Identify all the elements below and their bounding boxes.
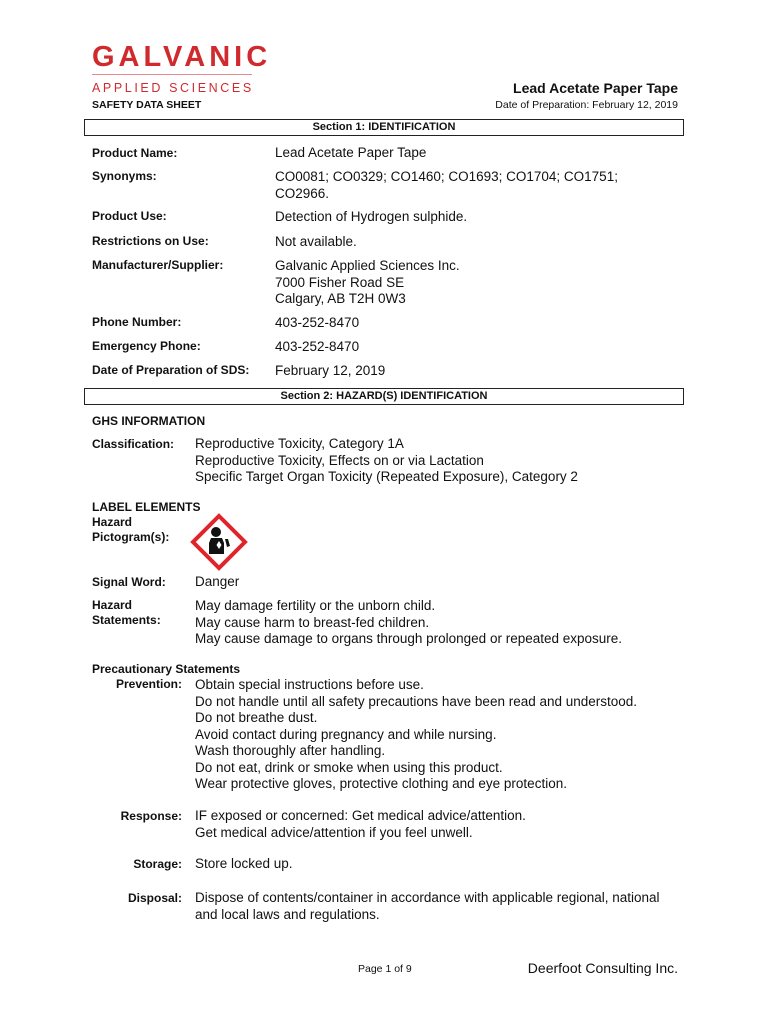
response-value: IF exposed or concerned: Get medical advice/attention. Get medical advice/attention if you feel unwell. <box>195 808 526 840</box>
synonyms-value: CO0081; CO0329; CO1460; CO1693; CO1704; CO1751; CO2966. <box>275 169 618 201</box>
phone-label: Phone Number: <box>92 315 182 329</box>
product-title: Lead Acetate Paper Tape <box>513 80 678 96</box>
classification-value: Reproductive Toxicity, Category 1A Reproductive Toxicity, Effects on or via Lactation Specific Target Organ Toxicity (Repeated Exposure), Category 2 <box>195 436 578 484</box>
logo-divider <box>92 74 252 75</box>
pictogram-label: Hazard Pictogram(s): <box>92 515 170 544</box>
product-use-value: Detection of Hydrogen sulphide. <box>275 209 468 224</box>
synonyms-label: Synonyms: <box>92 169 157 183</box>
prevention-label: Prevention: <box>115 677 182 691</box>
manufacturer-label: Manufacturer/Supplier: <box>92 258 224 272</box>
company-logo-wordmark: GALVANIC <box>92 41 272 73</box>
emergency-phone-value: 403-252-8470 <box>275 339 360 354</box>
product-name-value: Lead Acetate Paper Tape <box>275 145 427 160</box>
footer-company: Deerfoot Consulting Inc. <box>527 960 678 976</box>
ghs-information-heading: GHS INFORMATION <box>92 414 206 428</box>
section-2-header: Section 2: HAZARD(S) IDENTIFICATION <box>84 388 684 405</box>
page-number: Page 1 of 9 <box>358 963 412 975</box>
disposal-label: Disposal: <box>127 891 182 905</box>
label-elements-heading: LABEL ELEMENTS <box>92 500 201 514</box>
storage-label: Storage: <box>133 857 182 871</box>
section-1-header: Section 1: IDENTIFICATION <box>84 119 684 136</box>
hazard-statements-value: May damage fertility or the unborn child. May cause harm to breast-fed children. May cause damage to organs through prolonged or repeated exposure. <box>195 598 623 646</box>
restrictions-value: Not available. <box>275 234 357 249</box>
response-label: Response: <box>120 809 182 823</box>
preparation-date: Date of Preparation: February 12, 2019 <box>495 99 678 111</box>
restrictions-label: Restrictions on Use: <box>92 234 209 248</box>
sds-date-value: February 12, 2019 <box>275 363 386 378</box>
emergency-phone-label: Emergency Phone: <box>92 339 201 353</box>
hazard-statements-label: Hazard Statements: <box>92 598 161 627</box>
prevention-value: Obtain special instructions before use. Do not handle until all safety precautions have been read and understood. Do not breathe dust. Avoid contact during pregnancy and while nursing. Wash thoroughly after handling. Do not eat, drink or smoke when using this product. Wear protective gloves, protective clothing and eye protection. <box>195 677 638 791</box>
disposal-value: Dispose of contents/container in accordance with applicable regional, national and local laws and regulations. <box>195 890 660 922</box>
manufacturer-value: Galvanic Applied Sciences Inc. 7000 Fisher Road SE Calgary, AB T2H 0W3 <box>275 258 460 306</box>
company-logo-subtitle: APPLIED SCIENCES <box>92 81 254 95</box>
product-name-label: Product Name: <box>92 146 178 160</box>
precautionary-statements-heading: Precautionary Statements <box>92 662 241 676</box>
sheet-type-label: SAFETY DATA SHEET <box>92 99 202 111</box>
storage-value: Store locked up. <box>195 856 293 871</box>
phone-value: 403-252-8470 <box>275 315 360 330</box>
sds-date-label: Date of Preparation of SDS: <box>92 363 250 377</box>
classification-label: Classification: <box>92 437 175 451</box>
product-use-label: Product Use: <box>92 209 167 223</box>
signal-word-label: Signal Word: <box>92 575 166 589</box>
signal-word-value: Danger <box>195 574 240 589</box>
health-hazard-icon <box>190 513 248 571</box>
